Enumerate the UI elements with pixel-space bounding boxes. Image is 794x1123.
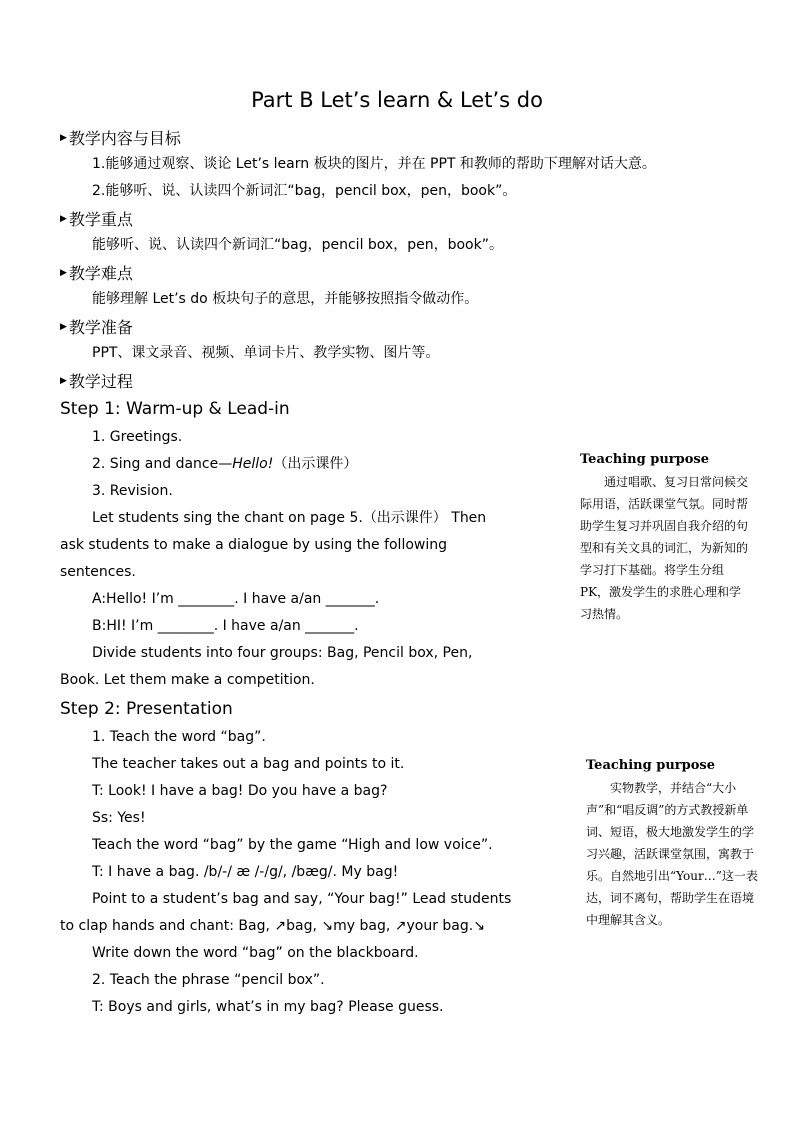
- section-heading: 教学重点: [68, 210, 133, 229]
- step2-line: Ss: Yes!: [92, 810, 146, 826]
- step2-line: Teach the word “bag” by the game “High and low voice”.: [92, 837, 493, 853]
- step1-line: Book. Let them make a competition.: [60, 672, 315, 688]
- step2-line: to clap hands and chant: Bag, ↗bag, ↘my bag, ↗your bag.↘: [60, 918, 485, 934]
- goal-item: 1.能够通过观察、谈论 Let’s learn 板块的图片，并在 PPT 和教师的帮助下理解对话大意。: [92, 156, 656, 172]
- triangle-bullet-icon: ▶: [60, 375, 67, 386]
- step2-line: Point to a student’s bag and say, “Your bag!” Lead students: [92, 891, 512, 907]
- section-heading: 教学难点: [68, 264, 133, 283]
- goal-item: 2.能够听、说、认读四个新词汇“bag，pencil box，pen，book”。: [92, 183, 517, 199]
- step1-line: [60, 451, 532, 478]
- step2-line: 2. Teach the phrase “pencil box”.: [92, 972, 325, 988]
- focus-text: 能够听、说、认读四个新词汇“bag，pencil box，pen，book”。: [92, 237, 503, 253]
- step2-line: T: Look! I have a bag! Do you have a bag?: [92, 783, 388, 799]
- step1-line: Let students sing the chant on page 5.（出示课件） Then: [92, 510, 487, 526]
- step1-song-prefix: 2. Sing and dance—: [92, 456, 233, 472]
- note-body: 实物教学，并结合“大小声”和“唱反调”的方式教授新单词、短语，极大地激发学生的学习兴趣，活跃课堂氛围，寓教于乐。自然地引出“Your…”这一表达，词不离句，帮助学生在语境中理解其含义。: [586, 781, 758, 927]
- step2-line: Write down the word “bag” on the blackboard.: [92, 945, 419, 961]
- teaching-purpose-note-2: [586, 755, 758, 931]
- note-heading: Teaching purpose: [586, 758, 715, 773]
- section-heading: 教学准备: [68, 318, 133, 337]
- triangle-bullet-icon: ▶: [60, 132, 67, 143]
- note-heading: Teaching purpose: [580, 452, 709, 467]
- step1-line: Divide students into four groups: Bag, Pencil box, Pen,: [92, 645, 473, 661]
- triangle-bullet-icon: ▶: [60, 321, 67, 332]
- step2-heading: Step 2: Presentation: [60, 699, 233, 719]
- section-heading: 教学内容与目标: [68, 129, 181, 148]
- section-difficulty: [60, 259, 532, 286]
- step2-line: 1. Teach the word “bag”.: [92, 729, 266, 745]
- dialogue-line: B:HI! I’m ________. I have a/an _______.: [92, 618, 359, 634]
- dialogue-line: A:Hello! I’m ________. I have a/an _______.: [92, 591, 380, 607]
- section-process: [60, 367, 532, 394]
- step1-line: 1. Greetings.: [92, 429, 183, 445]
- step1-line: 3. Revision.: [92, 483, 173, 499]
- step1-line: ask students to make a dialogue by using the following: [60, 537, 448, 553]
- triangle-bullet-icon: ▶: [60, 267, 67, 278]
- page-title: Part B Let’s learn & Let’s do: [251, 88, 543, 112]
- section-prep: [60, 313, 532, 340]
- prep-text: PPT、课文录音、视频、单词卡片、教学实物、图片等。: [92, 345, 440, 361]
- difficulty-text: 能够理解 Let’s do 板块句子的意思，并能够按照指令做动作。: [92, 291, 479, 307]
- step2-line: The teacher takes out a bag and points to it.: [92, 756, 405, 772]
- triangle-bullet-icon: ▶: [60, 213, 67, 224]
- step2-line: T: I have a bag. /b/-/ æ /-/g/, /bæg/. My bag!: [92, 864, 399, 880]
- song-title: Hello!: [232, 456, 274, 472]
- note-body: 通过唱歌、复习日常问候交际用语，活跃课堂气氛。同时帮助学生复习并巩固自我介绍的句型和有关文具的词汇，为新知的学习打下基础。将学生分组PK，激发学生的求胜心理和学习热情。: [580, 475, 749, 621]
- step1-song-note: （出示课件）: [273, 456, 358, 472]
- section-focus: [60, 205, 532, 232]
- section-heading: 教学过程: [68, 372, 133, 391]
- teaching-purpose-note-1: [580, 449, 752, 625]
- step1-line: sentences.: [60, 564, 136, 580]
- section-goals: [60, 124, 532, 151]
- step1-heading: Step 1: Warm-up & Lead-in: [60, 399, 290, 419]
- step2-line: T: Boys and girls, what’s in my bag? Please guess.: [92, 999, 444, 1015]
